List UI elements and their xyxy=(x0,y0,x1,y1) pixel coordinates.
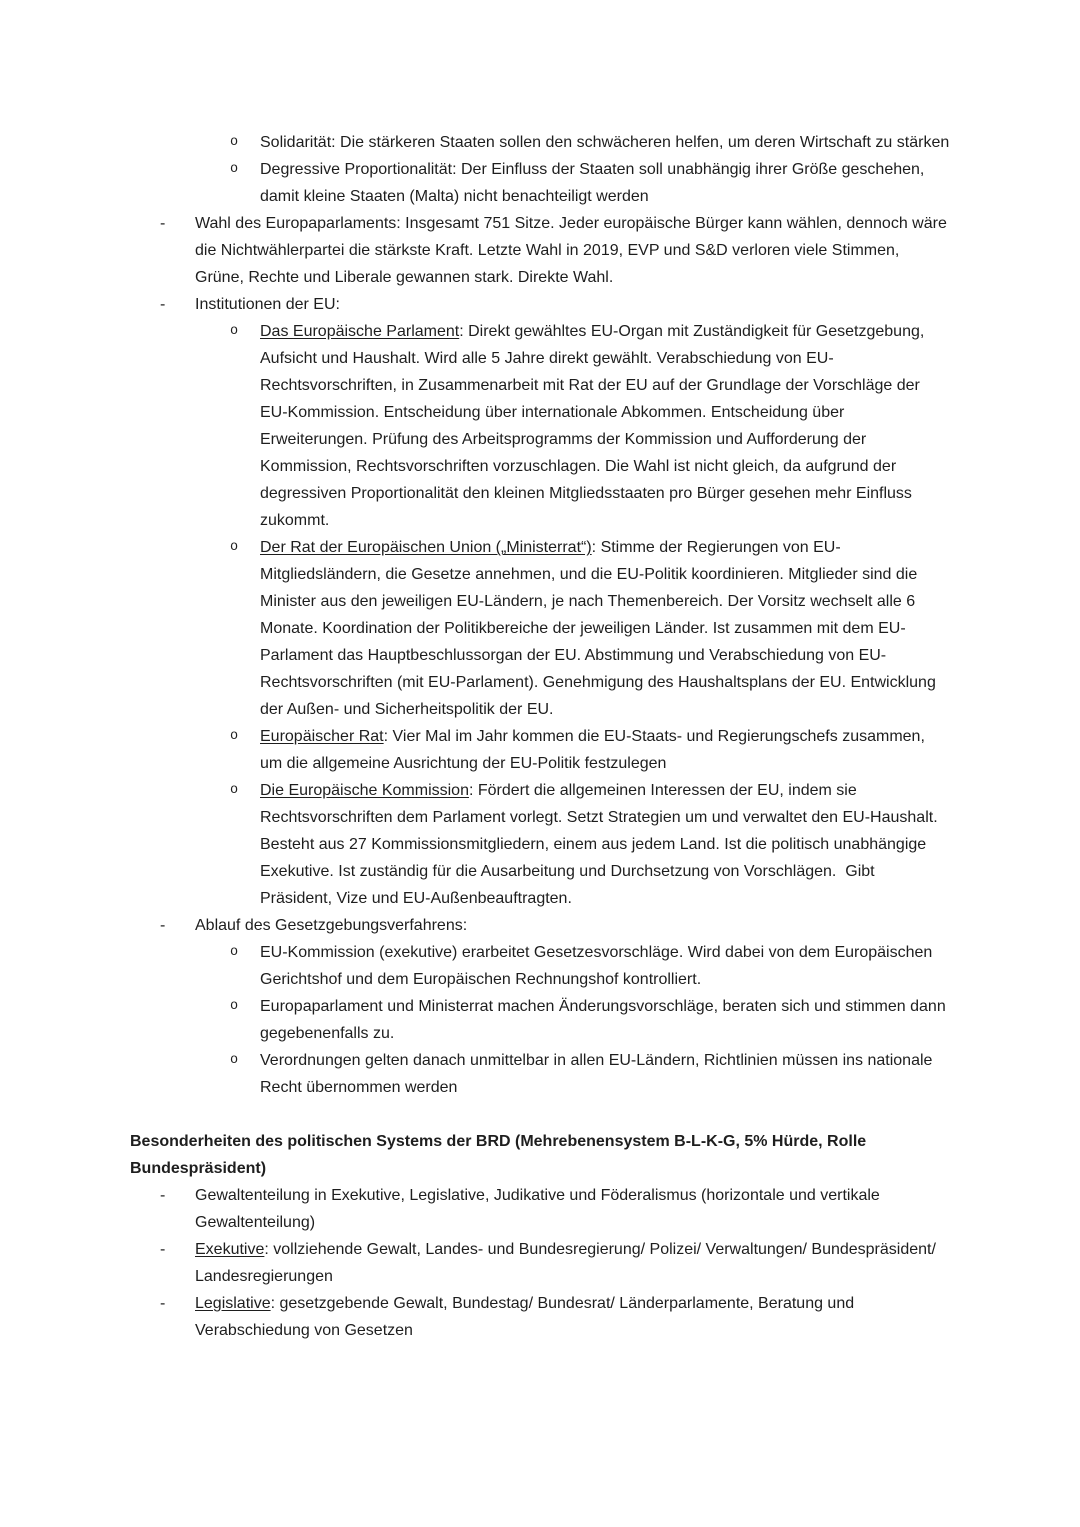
list-item xyxy=(130,291,950,318)
circle-bullet-marker: o xyxy=(230,729,239,744)
text-run: : Fördert die allgemeinen Interessen der EU, indem sie Rechtsvorschriften dem Parlament vorlegt. Setzt Strategien um und verwaltet den EU-Haushalt. Besteht aus 27 Kommissionsmitgliedern, einem aus jedem Land. Ist die politisch unabhängige Exekutive. Ist zuständig für die Ausarbeitung und Durchsetzung von Vorschlägen. Gibt Präsident, Vize und EU-Außenbeauftragten. xyxy=(260,782,943,907)
list-item-text xyxy=(195,912,950,939)
dash-bullet-marker: - xyxy=(160,1187,166,1204)
dash-bullet-marker: - xyxy=(160,215,166,232)
underlined-text-run: Der Rat der Europäischen Union („Ministerrat“) xyxy=(260,539,592,556)
circle-bullet-marker: o xyxy=(230,783,239,798)
list-item-text xyxy=(195,291,950,318)
list-item xyxy=(130,993,950,1047)
section-heading xyxy=(130,1128,950,1182)
text-run: Europaparlament und Ministerrat machen Änderungsvorschläge, beraten sich und stimmen dann gegebenenfalls zu. xyxy=(260,998,951,1042)
list-item-text xyxy=(195,1236,950,1290)
circle-bullet-marker: o xyxy=(230,135,239,150)
underlined-text-run: Das Europäische Parlament xyxy=(260,323,460,340)
text-run: Ablauf des Gesetzgebungsverfahrens: xyxy=(195,917,468,934)
list-item-text xyxy=(195,1290,950,1344)
circle-bullet-marker: o xyxy=(230,1053,239,1068)
list-item xyxy=(130,1047,950,1101)
list-item xyxy=(130,912,950,939)
underlined-text-run: Europäischer Rat xyxy=(260,728,384,745)
text-run: Gewaltenteilung in Exekutive, Legislative, Judikative und Föderalismus (horizontale und vertikale Gewaltenteilung) xyxy=(195,1187,885,1231)
list-item xyxy=(130,1182,950,1236)
list-item-text xyxy=(260,156,950,210)
circle-bullet-marker: o xyxy=(230,999,239,1014)
list-item-text xyxy=(260,777,950,912)
list-item xyxy=(130,210,950,291)
underlined-text-run: Die Europäische Kommission xyxy=(260,782,469,799)
circle-bullet-marker: o xyxy=(230,324,239,339)
dash-bullet-marker: - xyxy=(160,1295,166,1312)
list-item-text xyxy=(260,318,950,534)
list-item-text xyxy=(260,939,950,993)
text-run: EU-Kommission (exekutive) erarbeitet Gesetzesvorschläge. Wird dabei von dem Europäischen Gerichtshof und dem Europäischen Rechnungshof kontrolliert. xyxy=(260,944,937,988)
underlined-text-run: Legislative xyxy=(195,1295,271,1312)
list-item xyxy=(130,534,950,723)
list-item-text xyxy=(195,210,950,291)
text-run: Besonderheiten des politischen Systems der BRD (Mehrebenensystem B-L-K-G, 5% Hürde, Rolle Bundespräsident) xyxy=(130,1133,871,1177)
list-item-text xyxy=(260,534,950,723)
dash-bullet-marker: - xyxy=(160,296,166,313)
dash-bullet-marker: - xyxy=(160,1241,166,1258)
list-item-text xyxy=(195,1182,950,1236)
underlined-text-run: Exekutive xyxy=(195,1241,265,1258)
list-item-text xyxy=(260,129,950,156)
list-item xyxy=(130,723,950,777)
dash-bullet-marker: - xyxy=(160,917,166,934)
list-item xyxy=(130,129,950,156)
document-content xyxy=(130,129,950,1344)
list-item-text xyxy=(260,993,950,1047)
list-item-text xyxy=(260,1047,950,1101)
circle-bullet-marker: o xyxy=(230,540,239,555)
list-item xyxy=(130,939,950,993)
text-run: : Vier Mal im Jahr kommen die EU-Staats- und Regierungschefs zusammen, um die allgemeine Ausrichtung der EU-Politik festzulegen xyxy=(260,728,930,772)
text-run: : Stimme der Regierungen von EU-Mitgliedsländern, die Gesetze annehmen, und die EU-Politik koordinieren. Mitglieder sind die Minister aus den jeweiligen EU-Ländern, je nach Themenbereich. Der Vorsitz wechselt alle 6 Monate. Koordination der Politikbereiche der jeweiligen Länder. Ist zusammen mit dem EU-Parlament das Hauptbeschlussorgan der EU. Abstimmung und Verabschiedung von EU-Rechtsvorschriften (mit EU-Parlament). Genehmigung des Haushaltsplans der EU. Entwicklung der Außen- und Sicherheitspolitik der EU. xyxy=(260,539,941,718)
text-run: Verordnungen gelten danach unmittelbar in allen EU-Ländern, Richtlinien müssen ins nationale Recht übernommen werden xyxy=(260,1052,937,1096)
list-item xyxy=(130,1290,950,1344)
text-run: Solidarität: Die stärkeren Staaten sollen den schwächeren helfen, um deren Wirtschaft zu stärken xyxy=(260,134,950,151)
circle-bullet-marker: o xyxy=(230,162,239,177)
text-run: Wahl des Europaparlaments: Insgesamt 751 Sitze. Jeder europäische Bürger kann wählen, dennoch wäre die Nichtwählerpartei die stärkste Kraft. Letzte Wahl in 2019, EVP und S&D verloren viele Stimmen, Grüne, Rechte und Liberale gewannen stark. Direkte Wahl. xyxy=(195,215,952,286)
text-run: Institutionen der EU: xyxy=(195,296,340,313)
list-item-text xyxy=(260,723,950,777)
text-run: Degressive Proportionalität: Der Einfluss der Staaten soll unabhängig ihrer Größe geschehen, damit kleine Staaten (Malta) nicht benachteiligt werden xyxy=(260,161,929,205)
circle-bullet-marker: o xyxy=(230,945,239,960)
text-run: : gesetzgebende Gewalt, Bundestag/ Bundesrat/ Länderparlamente, Beratung und Verabschiedung von Gesetzen xyxy=(195,1295,859,1339)
list-item xyxy=(130,1236,950,1290)
list-item xyxy=(130,777,950,912)
text-run: : Direkt gewähltes EU-Organ mit Zuständigkeit für Gesetzgebung, Aufsicht und Haushalt. Wird alle 5 Jahre direkt gewählt. Verabschiedung von EU-Rechtsvorschriften, in Zusammenarbeit mit Rat der EU auf der Grundlage der Vorschläge der EU-Kommission. Entscheidung über internationale Abkommen. Entscheidung über Erweiterungen. Prüfung des Arbeitsprogramms der Kommission und Aufforderung der Kommission, Rechtsvorschriften vorzuschlagen. Die Wahl ist nicht gleich, da aufgrund der degressiven Proportionalität den kleinen Mitgliedsstaaten pro Bürger gesehen mehr Einfluss zukommt. xyxy=(260,323,928,529)
list-item xyxy=(130,156,950,210)
list-item xyxy=(130,318,950,534)
text-run: : vollziehende Gewalt, Landes- und Bundesregierung/ Polizei/ Verwaltungen/ Bundespräsident/ Landesregierungen xyxy=(195,1241,941,1285)
